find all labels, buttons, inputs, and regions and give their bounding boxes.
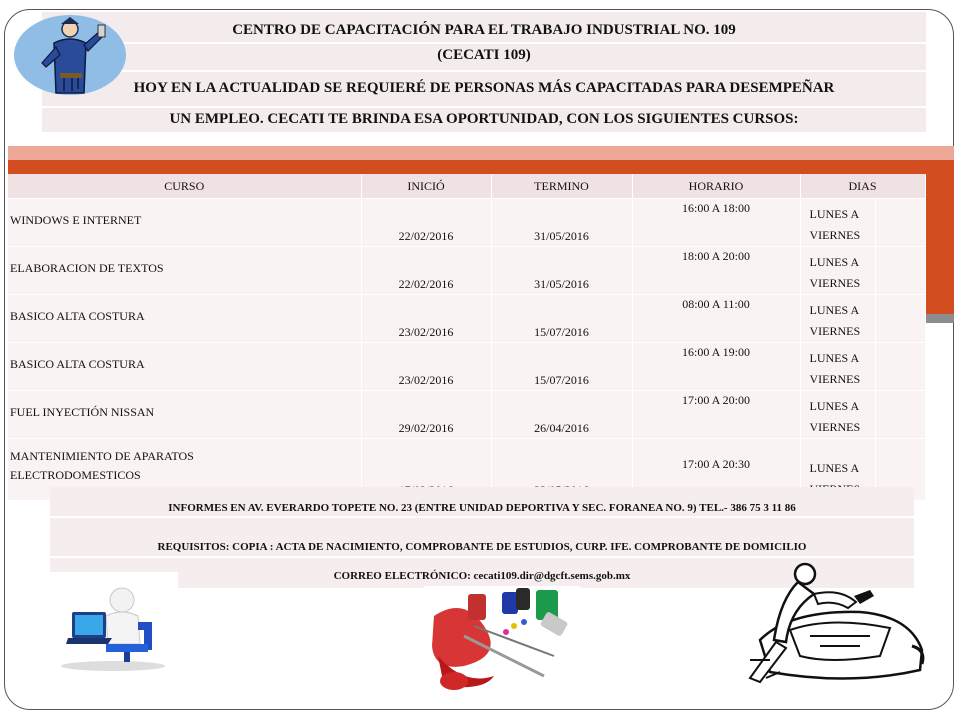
end-cell <box>491 294 632 342</box>
column-header-start: INICIÓ <box>361 174 491 198</box>
start-cell <box>361 198 491 246</box>
days-line-2: VIERNES <box>809 371 861 386</box>
days-line-1: LUNES A <box>809 460 860 475</box>
intro-line-1: HOY EN LA ACTUALIDAD SE REQUIERÉ DE PERSONAS MÁS CAPACITADAS PARA DESEMPEÑAR <box>133 80 835 96</box>
days-text <box>801 247 875 294</box>
sewing-supplies-image <box>424 586 580 694</box>
days-line-1: LUNES A <box>809 254 860 269</box>
end-date: 31/05/2016 <box>534 228 589 243</box>
end-date: 15/07/2016 <box>534 324 589 339</box>
start-date: 29/02/2016 <box>398 420 454 435</box>
course-cell <box>8 294 361 342</box>
course-name <box>8 439 361 485</box>
table-row <box>8 294 925 342</box>
start-cell <box>361 390 491 438</box>
info-divider <box>50 516 914 518</box>
start-cell <box>361 294 491 342</box>
table-row <box>8 246 925 294</box>
header-divider <box>42 42 926 44</box>
schedule-cell <box>632 198 800 246</box>
requirements-text: REQUISITOS: COPIA : ACTA DE NACIMIENTO, COMPROBANTE DE ESTUDIOS, CURP. IFE. COMPROBANTE DE DOMICILIO <box>157 541 807 553</box>
empty-cell <box>875 390 925 438</box>
days-cell <box>800 198 875 246</box>
days-line-2: VIERNES <box>809 227 861 242</box>
days-text <box>801 343 875 390</box>
empty-cell <box>875 246 925 294</box>
days-line-1: LUNES A <box>809 398 860 413</box>
end-cell <box>491 390 632 438</box>
contact-address: INFORMES EN AV. EVERARDO TOPETE NO. 23 (ENTRE UNIDAD DEPORTIVA Y SEC. FORANEA NO. 9) TEL.- 386 75 3 11 86 <box>168 502 796 514</box>
days-cell <box>800 246 875 294</box>
start-date: 23/02/2016 <box>398 372 454 387</box>
column-header-course: CURSO <box>8 174 361 198</box>
contact-email: CORREO ELECTRÓNICO: cecati109.dir@dgcft.sems.gob.mx <box>333 570 631 582</box>
start-date: 22/02/2016 <box>398 276 454 291</box>
start-cell <box>361 246 491 294</box>
course-name: WINDOWS E INTERNET <box>10 212 142 227</box>
end-date: 26/04/2016 <box>534 420 589 435</box>
accent-band-grey <box>926 314 954 323</box>
column-header-days: DIAS <box>800 174 925 198</box>
schedule-time: 18:00 A 20:00 <box>681 248 750 263</box>
table-row <box>8 342 925 390</box>
days-line-2: VIERNES <box>809 275 861 290</box>
mechanic-illustration <box>730 560 930 690</box>
schedule-cell <box>632 342 800 390</box>
course-name-line-1: MANTENIMIENTO DE APARATOS <box>10 448 194 463</box>
intro-line-2: UN EMPLEO. CECATI TE BRINDA ESA OPORTUNIDAD, CON LOS SIGUIENTES CURSOS: <box>169 111 799 127</box>
schedule-time: 17:00 A 20:00 <box>681 392 750 407</box>
schedule-time: 17:00 A 20:30 <box>681 456 750 471</box>
days-line-1: LUNES A <box>809 206 860 221</box>
table-row <box>8 390 925 438</box>
column-header-end: TERMINO <box>491 174 632 198</box>
schedule-cell <box>632 246 800 294</box>
days-line-2: VIERNES <box>809 323 861 338</box>
accent-band-side <box>926 174 954 314</box>
start-date: 22/02/2016 <box>398 228 454 243</box>
empty-cell <box>875 198 925 246</box>
course-name: FUEL INYECTIÓN NISSAN <box>10 404 155 419</box>
days-text <box>801 295 875 342</box>
computer-user-illustration <box>48 572 178 672</box>
end-cell <box>491 342 632 390</box>
days-line-1: LUNES A <box>809 350 860 365</box>
days-cell <box>800 342 875 390</box>
course-cell <box>8 246 361 294</box>
days-text <box>801 391 875 438</box>
course-name: BASICO ALTA COSTURA <box>10 308 145 323</box>
end-cell <box>491 198 632 246</box>
accent-band-light <box>8 146 954 160</box>
course-cell <box>8 342 361 390</box>
empty-cell <box>875 294 925 342</box>
days-cell <box>800 294 875 342</box>
technician-logo <box>14 15 126 95</box>
course-name: BASICO ALTA COSTURA <box>10 356 145 371</box>
end-date: 31/05/2016 <box>534 276 589 291</box>
schedule-time: 16:00 A 19:00 <box>681 344 750 359</box>
days-line-2: VIERNES <box>809 419 861 434</box>
center-code: (CECATI 109) <box>437 47 531 63</box>
course-name: ELABORACION DE TEXTOS <box>10 260 164 275</box>
header-divider <box>42 70 926 72</box>
schedule-time: 16:00 A 18:00 <box>681 200 750 215</box>
start-date: 23/02/2016 <box>398 324 454 339</box>
start-cell <box>361 342 491 390</box>
days-text <box>801 199 875 246</box>
end-date: 15/07/2016 <box>534 372 589 387</box>
header-divider <box>42 106 926 108</box>
table-header-row <box>8 174 925 198</box>
days-line-1: LUNES A <box>809 302 860 317</box>
schedule-cell <box>632 294 800 342</box>
accent-band-orange <box>8 160 954 174</box>
empty-cell <box>875 342 925 390</box>
column-header-schedule: HORARIO <box>632 174 800 198</box>
center-name: CENTRO DE CAPACITACIÓN PARA EL TRABAJO INDUSTRIAL NO. 109 <box>232 22 736 38</box>
info-divider <box>50 556 914 558</box>
course-name-line-2: ELECTRODOMESTICOS <box>10 467 141 482</box>
course-table <box>8 174 926 500</box>
schedule-cell <box>632 390 800 438</box>
course-cell <box>8 198 361 246</box>
table-row <box>8 198 925 246</box>
end-cell <box>491 246 632 294</box>
schedule-time: 08:00 A 11:00 <box>682 296 750 311</box>
days-cell <box>800 390 875 438</box>
course-cell <box>8 390 361 438</box>
